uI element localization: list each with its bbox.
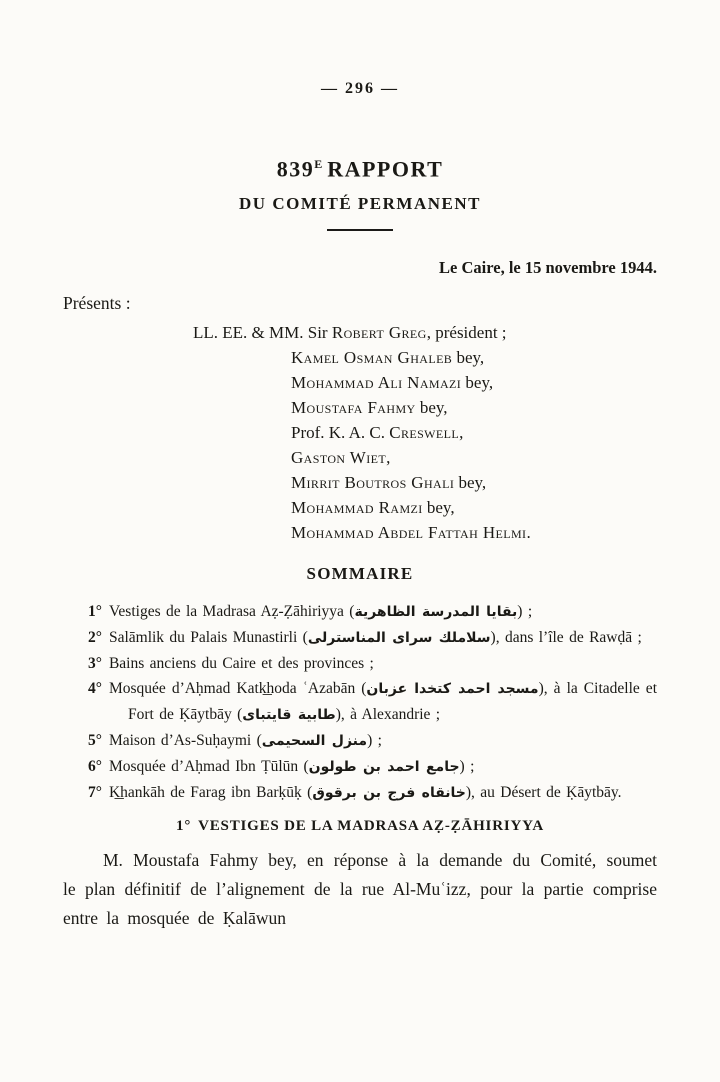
item-text-after: ) ; xyxy=(367,732,382,750)
attendee-row xyxy=(291,420,657,445)
report-subtitle: DU COMITÉ PERMANENT xyxy=(239,194,481,214)
title-block xyxy=(63,150,657,231)
report-word: RAPPORT xyxy=(327,156,444,182)
attendee-name: Mohammad Ramzi xyxy=(291,498,423,518)
attendee-name: Robert Greg xyxy=(331,323,427,343)
item-text: Vestiges de la Madrasa Aẓ-Ẓāhiriyya ( xyxy=(108,603,355,621)
attendee-prefix: Prof. K. A. C. xyxy=(291,423,390,443)
item-number: 2° xyxy=(88,629,102,647)
item-number: 6° xyxy=(88,758,102,776)
attendee-suffix: bey, xyxy=(415,398,448,418)
attendee-prefix: LL. EE. & MM. Sir xyxy=(193,323,332,343)
attendee-name: Gaston Wiet xyxy=(291,448,387,468)
attendee-name: Moustafa Fahmy xyxy=(291,398,416,418)
attendee-row xyxy=(291,520,657,545)
attendee-name: Mirrit Boutros Ghali xyxy=(291,473,455,493)
sommaire-item xyxy=(88,754,657,780)
item-text-after: ), dans l’île de Rawḍā ; xyxy=(490,629,642,647)
arabic-text: جامع احمد بن طولون xyxy=(308,759,460,776)
sommaire-list xyxy=(88,599,657,806)
arabic-text: بقايا المدرسة الظاهرية xyxy=(354,604,518,621)
page-number: — 296 — xyxy=(321,80,399,97)
item-text: Mosquée d’Aḥmad Katk͟hoda ʿAzabān ( xyxy=(108,680,367,698)
sommaire-item xyxy=(88,728,657,754)
attendee-suffix: bey, xyxy=(461,373,494,393)
item-number: 4° xyxy=(88,680,102,698)
sommaire-item xyxy=(88,651,657,676)
section-heading-text: VESTIGES DE LA MADRASA AẒ-ẒĀHIRIYYA xyxy=(198,818,544,835)
attendee-row xyxy=(291,395,657,420)
attendee-name: Kamel Osman Ghaleb xyxy=(291,348,453,368)
attendee-row xyxy=(193,320,657,345)
attendee-name: Mohammad Abdel Fattah Helmi xyxy=(291,523,527,543)
item-text-after: ) ; xyxy=(459,758,475,776)
sommaire-item xyxy=(88,625,657,651)
section-heading-number: 1° xyxy=(176,818,192,835)
report-number: 839 xyxy=(276,156,315,182)
item-text: Maison d’As-Suḥaymi ( xyxy=(108,732,262,750)
report-title xyxy=(63,150,657,183)
attendee-suffix: , xyxy=(386,448,391,468)
attendee-row xyxy=(291,345,657,370)
attendees-list xyxy=(193,320,657,545)
arabic-text-secondary: طابية قايتباى xyxy=(242,707,336,724)
attendee-row xyxy=(291,470,657,495)
attendee-suffix: bey, xyxy=(422,498,455,518)
item-text-after: ) ; xyxy=(517,603,533,621)
arabic-text: سلاملك سراى المناسترلى xyxy=(307,630,491,647)
title-rule xyxy=(327,229,393,231)
sommaire-item xyxy=(88,780,657,806)
attendee-suffix: . xyxy=(526,523,531,543)
body-paragraph: M. Moustafa Fahmy bey, en réponse à la demande du Comité, soumet le plan définitif de l’alignement de la rue Al-Muʿizz, pour la partie comprise entre la mosquée de Ḳalāwun xyxy=(63,850,657,929)
attendee-row xyxy=(291,445,657,470)
attendee-name: Mohammad Ali Namazi xyxy=(291,373,462,393)
attendee-suffix: , président ; xyxy=(426,323,507,343)
item-text: Salāmlik du Palais Munastirli ( xyxy=(108,629,308,647)
item-number: 5° xyxy=(88,732,102,750)
arabic-text: خانقاه فرج بن برقوق xyxy=(312,785,466,802)
attendee-suffix: bey, xyxy=(454,473,487,493)
arabic-text: منزل السحيمى xyxy=(261,733,368,750)
item-text-after: ), à la Citadelle et Fort de Ḳāytbāy ( xyxy=(128,680,657,724)
arabic-text: مسجد احمد كتخدا عزبان xyxy=(366,681,539,698)
attendee-suffix: bey, xyxy=(452,348,485,368)
report-number-ordinal: E xyxy=(314,157,323,171)
item-number: 3° xyxy=(88,655,102,673)
item-text: Mosquée d’Aḥmad Ibn Ṭūlūn ( xyxy=(108,758,309,776)
item-text-after: ), au Désert de Ḳāytbāy. xyxy=(465,784,622,802)
item-number: 7° xyxy=(88,784,102,802)
sommaire-item xyxy=(88,599,657,625)
item-text: Bains anciens du Caire et des provinces ; xyxy=(108,655,374,673)
item-text: K͟hankāh de Farag ibn Barḳūḳ ( xyxy=(108,784,313,802)
dateline: Le Caire, le 15 novembre 1944. xyxy=(439,258,657,278)
sommaire-item xyxy=(88,676,657,728)
attendee-row xyxy=(291,370,657,395)
sommaire-title: SOMMAIRE xyxy=(306,564,414,584)
section-heading xyxy=(63,816,657,836)
attendee-suffix: , xyxy=(459,423,464,443)
presents-label: Présents : xyxy=(63,293,131,314)
attendee-row xyxy=(291,495,657,520)
attendee-name: Creswell xyxy=(389,423,460,443)
item-number: 1° xyxy=(88,603,102,621)
item-text-end: ), à Alexandrie ; xyxy=(335,706,441,724)
